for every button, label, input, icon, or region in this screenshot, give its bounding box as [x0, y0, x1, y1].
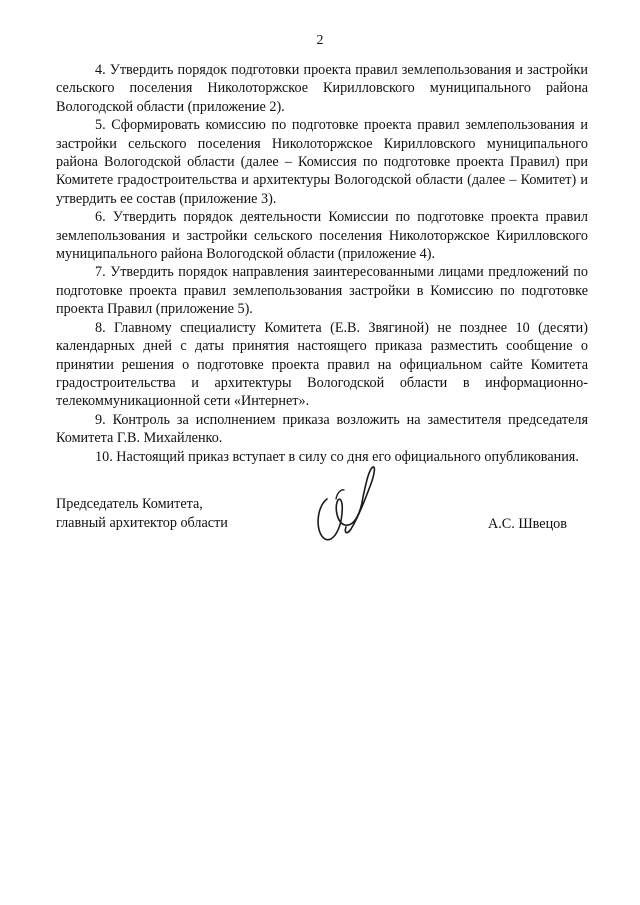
- paragraph-item-4: 4. Утвердить порядок подготовки проекта правил землепользования и застройки сельского поселения Николоторжское Кирилловского муниципального района Вологодской области (приложение 2).: [56, 62, 588, 115]
- signatory-title-line-2: главный архитектор области: [56, 514, 228, 531]
- paragraph-item-9: 9. Контроль за исполнением приказа возложить на заместителя председателя Комитета Г.В. Михайленко.: [56, 411, 588, 447]
- page-number: 2: [316, 33, 324, 48]
- paragraph-item-10: 10. Настоящий приказ вступает в силу со дня его официального опубликования.: [95, 448, 579, 465]
- paragraph-item-6: 6. Утвердить порядок деятельности Комиссии по подготовке проекта правил землепользования и застройки сельского поселения Николоторжское Кирилловского муниципального района Вологодской области (приложение 4).: [56, 209, 588, 263]
- paragraph-item-8: 8. Главному специалисту Комитета (Е.В. Звягиной) не позднее 10 (десяти) календарных дней с даты принятия настоящего приказа разместить сообщение о принятии решения о подготовке проекта правил на официальном сайте Комитета градостроительства и архитектуры Вологодской области в информационно-телекоммуникационной сети «Интернет».: [56, 319, 588, 410]
- paragraph-item-5: 5. Сформировать комиссию по подготовке проекта правил землепользования и застройки сельского поселения Николоторжское Кирилловского муниципального района Вологодской области (далее – Комиссия по подготовке проекта Правил) при Комитете градостроительства и архитектуры Вологодской области (далее – Комитет) и утвердить ее состав (приложение 3).: [56, 117, 588, 207]
- document-body: [56, 61, 588, 466]
- paragraph-item-7: 7. Утвердить порядок направления заинтересованными лицами предложений по подготовке проекта правил землепользования застройки в Комиссию по подготовке проекта Правил (приложение 5).: [56, 264, 588, 318]
- signatory-name: А.С. Швецов: [488, 516, 567, 532]
- handwritten-signature: [311, 463, 381, 545]
- signatory-title: [56, 495, 296, 532]
- signatory-title-line-1: Председатель Комитета,: [56, 496, 203, 512]
